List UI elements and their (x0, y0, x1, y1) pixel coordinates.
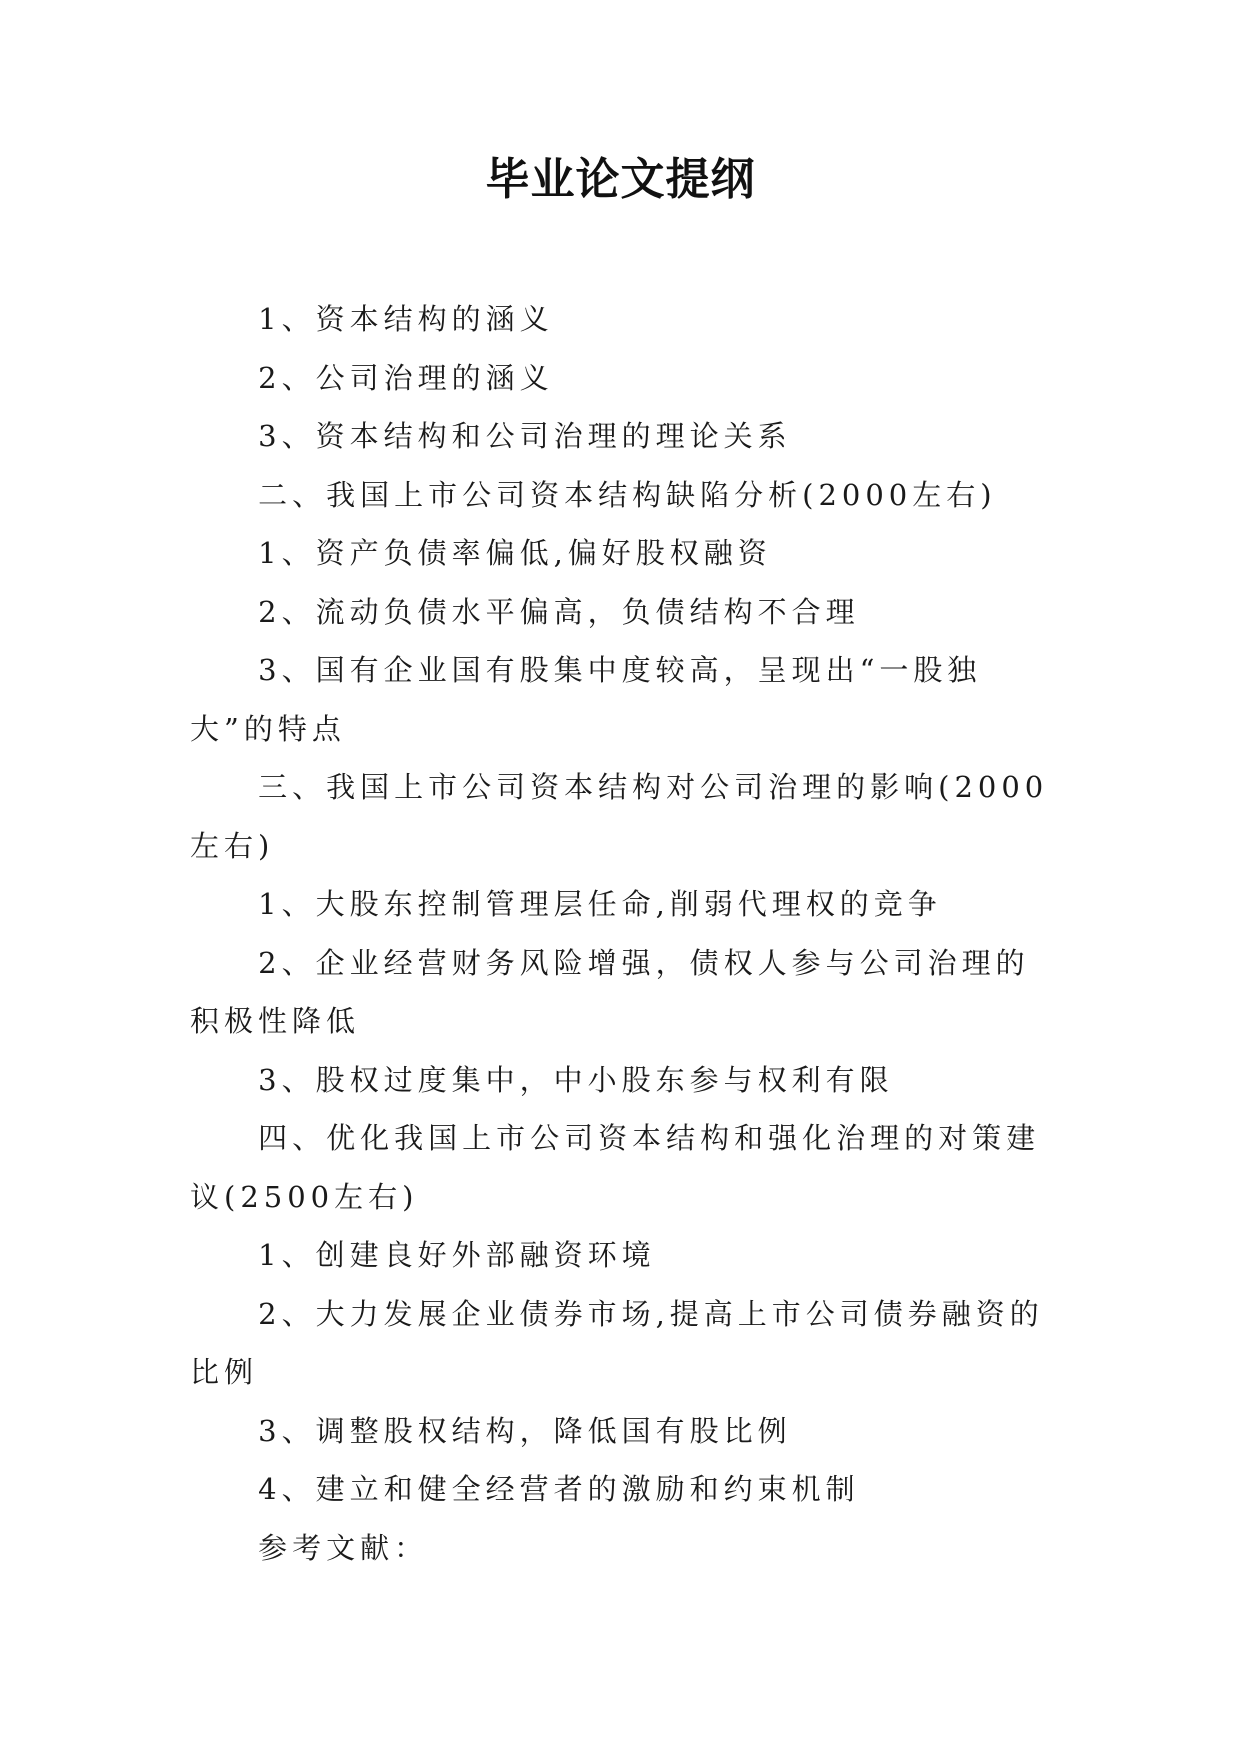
section-heading: 四、优化我国上市公司资本结构和强化治理的对策建议(2500左右) (190, 1121, 1041, 1214)
outline-item: 2、公司治理的涵义 (258, 360, 554, 395)
outline-item: 3、资本结构和公司治理的理论关系 (258, 419, 792, 453)
outline-item: 3、股权过度集中，中小股东参与权利有限 (258, 1062, 894, 1097)
outline-item: 2、大力发展企业债券市场,提高上市公司债券融资的比例 (190, 1296, 1044, 1389)
outline-item: 3、国有企业国有股集中度较高，呈现出“一股独大”的特点 (190, 653, 982, 746)
outline-item: 3、调整股权结构，降低国有股比例 (258, 1413, 792, 1448)
document-title: 毕业论文提纲 (485, 154, 756, 205)
outline-item: 1、创建良好外部融资环境 (258, 1238, 656, 1272)
outline-item: 1、大股东控制管理层任命,削弱代理权的竞争 (258, 887, 942, 921)
outline-item: 4、建立和健全经营者的激励和约束机制 (258, 1472, 860, 1506)
section-heading: 三、我国上市公司资本结构对公司治理的影响(2000左右) (190, 770, 1049, 863)
outline-item: 2、流动负债水平偏高，负债结构不合理 (258, 594, 860, 629)
outline-item: 1、资产负债率偏低,偏好股权融资 (258, 536, 772, 570)
section-heading: 二、我国上市公司资本结构缺陷分析(2000左右) (258, 477, 997, 512)
references-heading: 参考文献： (258, 1530, 429, 1565)
outline-item: 2、企业经营财务风险增强，债权人参与公司治理的积极性降低 (190, 945, 1030, 1038)
outline-item: 1、资本结构的涵义 (258, 302, 554, 336)
document-body (190, 290, 1062, 1577)
